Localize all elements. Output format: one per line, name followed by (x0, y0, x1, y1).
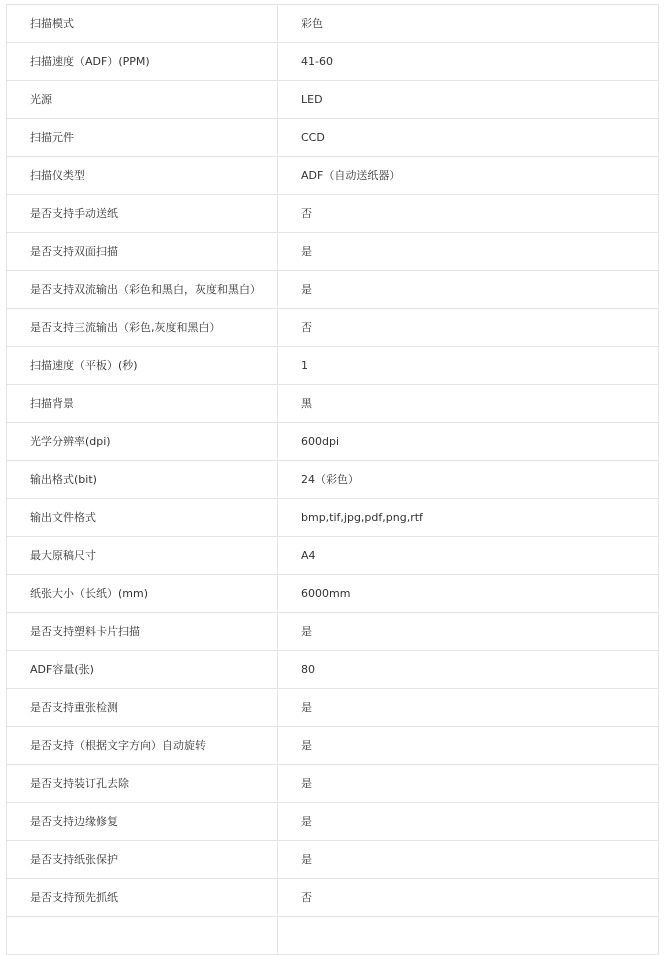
table-row (7, 689, 659, 727)
table-row (7, 81, 659, 119)
spec-value: 是 (278, 613, 659, 651)
spec-label: 扫描速度（ADF）(PPM) (7, 43, 278, 81)
table-row (7, 385, 659, 423)
spec-label: 是否支持（根据文字方向）自动旋转 (7, 727, 278, 765)
spec-label: 输出文件格式 (7, 499, 278, 537)
spec-label (7, 917, 278, 955)
spec-value: 是 (278, 689, 659, 727)
spec-table (6, 4, 659, 955)
spec-value: LED (278, 81, 659, 119)
table-row (7, 727, 659, 765)
table-row (7, 613, 659, 651)
spec-label: ADF容量(张) (7, 651, 278, 689)
spec-value: 是 (278, 841, 659, 879)
table-row (7, 879, 659, 917)
spec-value: 600dpi (278, 423, 659, 461)
spec-label: 是否支持手动送纸 (7, 195, 278, 233)
spec-label: 是否支持边缘修复 (7, 803, 278, 841)
spec-label: 是否支持装订孔去除 (7, 765, 278, 803)
table-row (7, 651, 659, 689)
table-row (7, 157, 659, 195)
spec-value: ADF（自动送纸器） (278, 157, 659, 195)
spec-value (278, 917, 659, 955)
spec-value: 否 (278, 195, 659, 233)
spec-label: 输出格式(bit) (7, 461, 278, 499)
spec-value: 否 (278, 309, 659, 347)
table-row (7, 575, 659, 613)
table-row (7, 271, 659, 309)
table-row (7, 765, 659, 803)
spec-value: CCD (278, 119, 659, 157)
spec-value: 彩色 (278, 5, 659, 43)
table-row (7, 841, 659, 879)
spec-label: 是否支持塑料卡片扫描 (7, 613, 278, 651)
spec-label: 扫描背景 (7, 385, 278, 423)
spec-value: 41-60 (278, 43, 659, 81)
spec-value: 6000mm (278, 575, 659, 613)
table-row (7, 423, 659, 461)
table-row (7, 347, 659, 385)
spec-label: 是否支持双流输出（彩色和黑白，灰度和黑白） (7, 271, 278, 309)
spec-label: 纸张大小（长纸）(mm) (7, 575, 278, 613)
spec-label: 光源 (7, 81, 278, 119)
spec-value: 是 (278, 727, 659, 765)
spec-label: 光学分辨率(dpi) (7, 423, 278, 461)
table-row (7, 803, 659, 841)
spec-value: 否 (278, 879, 659, 917)
spec-label: 是否支持预先抓纸 (7, 879, 278, 917)
table-row (7, 195, 659, 233)
spec-label: 最大原稿尺寸 (7, 537, 278, 575)
table-row (7, 537, 659, 575)
spec-label: 扫描仪类型 (7, 157, 278, 195)
table-row (7, 461, 659, 499)
spec-label: 是否支持重张检测 (7, 689, 278, 727)
spec-label: 扫描速度（平板）(秒) (7, 347, 278, 385)
table-row (7, 917, 659, 955)
spec-label: 是否支持三流输出（彩色,灰度和黑白） (7, 309, 278, 347)
spec-value: 24（彩色） (278, 461, 659, 499)
spec-label: 是否支持双面扫描 (7, 233, 278, 271)
table-row (7, 233, 659, 271)
table-row (7, 119, 659, 157)
spec-value: bmp,tif,jpg,pdf,png,rtf (278, 499, 659, 537)
table-row (7, 499, 659, 537)
spec-value: 是 (278, 271, 659, 309)
spec-value: 黑 (278, 385, 659, 423)
spec-value: 80 (278, 651, 659, 689)
spec-value: 是 (278, 803, 659, 841)
spec-value: A4 (278, 537, 659, 575)
spec-label: 是否支持纸张保护 (7, 841, 278, 879)
spec-label: 扫描元件 (7, 119, 278, 157)
spec-label: 扫描模式 (7, 5, 278, 43)
table-row (7, 5, 659, 43)
spec-value: 1 (278, 347, 659, 385)
spec-value: 是 (278, 765, 659, 803)
spec-value: 是 (278, 233, 659, 271)
table-row (7, 309, 659, 347)
table-row (7, 43, 659, 81)
